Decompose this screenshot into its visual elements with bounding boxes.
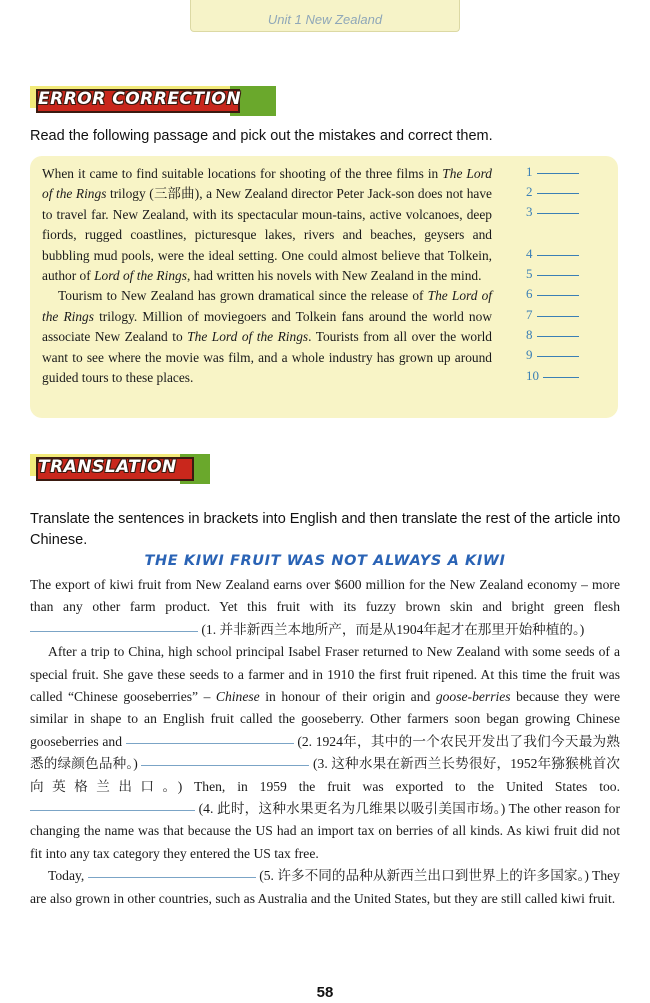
book-title: The Lord of the Rings — [42, 166, 492, 202]
blank-number: 2 — [526, 184, 533, 199]
text-run: After a trip to China, high school principal Isabel Fraser returned to New Zealand with some seeds of a special fruit. She gave these seeds to a farmer and in 1910 the first fruit ripened. At this time the fruit was called “Chinese gooseberries” – — [30, 644, 620, 705]
translation-blank-5[interactable] — [88, 877, 256, 878]
blank-number: 6 — [526, 286, 533, 301]
italic-term: Chinese — [215, 689, 260, 705]
translation-title: TRANSLATION — [38, 457, 177, 477]
passage-text — [42, 164, 492, 388]
answer-blank-6[interactable] — [526, 286, 579, 306]
error-correction-banner — [30, 86, 250, 116]
blank-line[interactable] — [537, 275, 579, 276]
answer-blank-2[interactable] — [526, 184, 579, 204]
blank-number: 5 — [526, 266, 533, 281]
blank-line[interactable] — [537, 295, 579, 296]
passage-paragraph — [42, 286, 492, 388]
blank-line[interactable] — [537, 356, 579, 357]
text-run: Then, in 1959 the fruit was exported to the United States too. — [182, 778, 620, 794]
bracket-sentence-3: (3. 这种水果在新西兰长势很好，1952年猕猴桃首次向英格兰出口。) — [30, 756, 620, 794]
translation-blank-2[interactable] — [126, 743, 294, 744]
text-run: trilogy. Million of moviegoers and Tolkein fans around the world now associate New Zealand to — [42, 308, 492, 345]
blank-number: 9 — [526, 347, 533, 362]
page-number: 58 — [316, 984, 334, 1001]
blank-number: 4 — [526, 246, 533, 261]
book-title: The Lord of the Rings — [187, 329, 309, 345]
unit-label: Unit 1 New Zealand — [267, 12, 383, 27]
article-paragraph — [30, 865, 620, 910]
translation-banner — [30, 454, 215, 484]
translation-blank-1[interactable] — [30, 631, 198, 632]
text-run: , had written his novels with New Zealand in the mind. — [186, 268, 482, 284]
text-run: trilogy (三部曲), a New Zealand director Peter Jack-son does not have to travel far. New Zealand, with its spectacular moun-tains, active volcanoes, deep fiords, rugged coastlines, picturesque lakes, rivers and beaches, geysers and bubbling mud pools, were the ideal setting. One could almost believe that Tolkein, author of — [42, 186, 492, 284]
answer-blank-4[interactable] — [526, 246, 579, 266]
blank-number: 1 — [526, 164, 533, 179]
text-run: They are also grown in other countries, such as Australia and the United States, but they are still called kiwi fruit. — [30, 868, 620, 906]
answer-blank-8[interactable] — [526, 327, 579, 347]
translation-instruction: Translate the sentences in brackets into English and then translate the rest of the article into Chinese. — [30, 511, 621, 548]
text-run: . Tourists from all over the world want to see where the movie was film, and a whole industry has grown up around guided tours to these places. — [42, 329, 492, 386]
blank-line[interactable] — [537, 316, 579, 317]
blank-line[interactable] — [537, 255, 579, 256]
article-paragraph — [30, 641, 620, 865]
text-run: When it came to find suitable locations for shooting of the three films in — [42, 166, 443, 181]
italic-term: goose-berries — [435, 689, 511, 705]
translation-blank-3[interactable] — [141, 765, 309, 766]
text-run: The other reason for changing the name was that because the US had an import tax on berries of all kinds. As kiwi fruit did not fit into any tax category they entered the US tax free. — [30, 801, 620, 861]
bracket-sentence-1: (1. 并非新西兰本地所产，而是从1904年起才在那里开始种植的。) — [201, 621, 585, 637]
blank-line[interactable] — [543, 377, 579, 378]
answer-blank-7[interactable] — [526, 307, 579, 327]
blank-line[interactable] — [537, 213, 579, 214]
blank-line[interactable] — [537, 173, 579, 174]
blank-number: 7 — [526, 307, 533, 322]
translation-blank-4[interactable] — [30, 810, 195, 811]
answer-blank-3[interactable] — [526, 204, 579, 224]
blank-number: 10 — [526, 368, 539, 383]
blank-number: 3 — [526, 204, 533, 219]
answer-blank-5[interactable] — [526, 266, 579, 286]
blank-line[interactable] — [537, 193, 579, 194]
text-run: Tourism to New Zealand has grown dramatical since the release of — [58, 288, 428, 304]
book-title: The Lord of the Rings — [42, 288, 492, 324]
article-body — [30, 574, 620, 910]
error-correction-instruction: Read the following passage and pick out the mistakes and correct them. — [30, 128, 493, 144]
article-paragraph — [30, 574, 620, 641]
bracket-sentence-4: (4. 此时，这种水果更名为几维果以吸引美国市场。) — [198, 801, 506, 817]
article-title: THE KIWI FRUIT WAS NOT ALWAYS A KIWI — [144, 553, 506, 569]
answer-blank-1[interactable] — [526, 164, 579, 184]
answer-blank-10[interactable] — [526, 368, 579, 388]
text-run: in honour of their origin and — [259, 689, 436, 705]
text-run: Today, — [48, 868, 88, 884]
text-run: because they were similar in shape to an English fruit called the gooseberry. Other farmers soon began growing Chinese gooseberries and — [30, 689, 621, 749]
bracket-sentence-5: (5. 许多不同的品种从新西兰出口到世界上的许多国家。) — [259, 868, 589, 884]
passage-paragraph — [42, 164, 492, 286]
blank-line[interactable] — [537, 336, 579, 337]
text-run: The export of kiwi fruit from New Zealand earns over $600 million for the New Zealand economy – more than any other farm product. Yet this fruit with its fuzzy brown skin and bright green flesh — [30, 577, 620, 615]
bracket-sentence-2: (2. 1924年，其中的一个农民开发出了我们今天最为熟悉的绿颜色品种。) — [30, 733, 621, 772]
answer-blank-9[interactable] — [526, 347, 579, 367]
book-title: Lord of the Rings — [94, 268, 187, 284]
error-correction-title: ERROR CORRECTION — [38, 89, 242, 109]
blank-number: 8 — [526, 327, 533, 342]
